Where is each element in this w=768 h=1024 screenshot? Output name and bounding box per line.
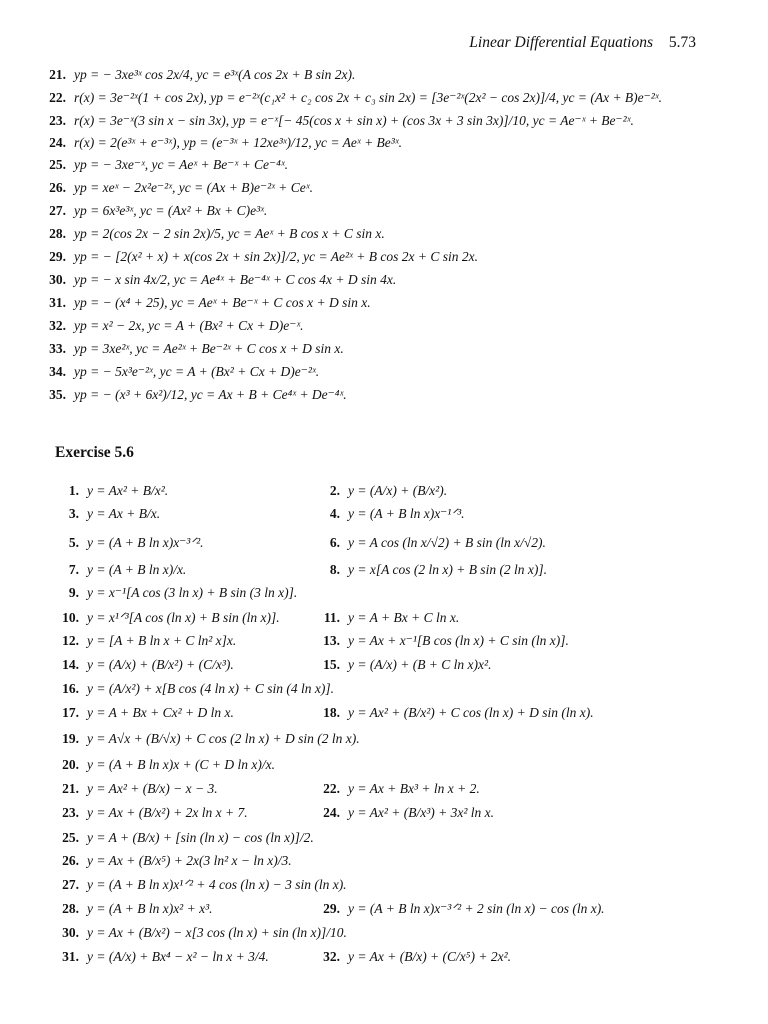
answer-text: yp = x² − 2x, yc = A + (Bx² + Cx + D)e⁻ˣ. bbox=[74, 318, 304, 333]
answer-item bbox=[53, 584, 297, 602]
answer-number: 32. bbox=[323, 949, 340, 964]
answer-item bbox=[53, 756, 275, 774]
answer-text: y = Ax + B/x. bbox=[87, 506, 161, 521]
answer-number: 24. bbox=[49, 135, 66, 150]
answer-number: 33. bbox=[49, 341, 66, 356]
answer-text: y = Ax + (B/x²) + 2x ln x + 7. bbox=[87, 805, 248, 820]
answer-text: y = [A + B ln x + C ln² x]x. bbox=[87, 633, 237, 648]
answer-number: 27. bbox=[49, 203, 66, 218]
answer-number: 28. bbox=[62, 901, 79, 916]
answer-number: 26. bbox=[62, 853, 79, 868]
answer-text: yp = − 3xe⁻ˣ, yc = Aeˣ + Be⁻ˣ + Ce⁻⁴ˣ. bbox=[74, 157, 289, 172]
answer-number: 26. bbox=[49, 180, 66, 195]
answer-item bbox=[40, 202, 267, 220]
answer-number: 29. bbox=[49, 249, 66, 264]
answer-text: y = A√x + (B/√x) + C cos (2 ln x) + D sin (2 ln x). bbox=[87, 731, 360, 746]
answer-item bbox=[40, 248, 478, 266]
answer-text: y = A + (B/x) + [sin (ln x) − cos (ln x)]/2. bbox=[87, 830, 314, 845]
answer-number: 7. bbox=[68, 562, 79, 577]
answer-number: 31. bbox=[62, 949, 79, 964]
answer-number: 24. bbox=[323, 805, 340, 820]
answer-text: y = Ax² + (B/x³) + 3x² ln x. bbox=[348, 805, 495, 820]
answer-text: y = (A + B ln x)x + (C + D ln x)/x. bbox=[87, 757, 276, 772]
answer-item bbox=[40, 317, 304, 335]
answer-item bbox=[314, 804, 494, 822]
answer-text: y = (A + B ln x)x⁻¹ᐟ³. bbox=[348, 506, 465, 521]
answer-number: 30. bbox=[62, 925, 79, 940]
answer-item bbox=[314, 656, 491, 674]
answer-text: yp = 2(cos 2x − 2 sin 2x)/5, yc = Aeˣ + B cos x + C sin x. bbox=[74, 226, 385, 241]
answer-number: 23. bbox=[49, 113, 66, 128]
answer-text: yp = − (x⁴ + 25), yc = Aeˣ + Be⁻ˣ + C cos x + D sin x. bbox=[74, 295, 371, 310]
answer-text: y = Ax + (B/x⁵) + 2x(3 ln² x − ln x)/3. bbox=[87, 853, 292, 868]
answer-item bbox=[53, 505, 160, 523]
answer-text: y = A + Bx + Cx² + D ln x. bbox=[87, 705, 234, 720]
answer-item bbox=[53, 656, 234, 674]
answer-item bbox=[314, 632, 569, 650]
answer-item bbox=[53, 534, 204, 552]
answer-item bbox=[53, 948, 269, 966]
answer-item bbox=[53, 924, 347, 942]
answer-number: 32. bbox=[49, 318, 66, 333]
answer-number: 27. bbox=[62, 877, 79, 892]
page-number: 5.73 bbox=[668, 34, 696, 51]
answer-text: y = Ax + Bx³ + ln x + 2. bbox=[348, 781, 480, 796]
answer-text: yp = 6x³e³ˣ, yc = (Ax² + Bx + C)e³ˣ. bbox=[74, 203, 268, 218]
answer-item bbox=[53, 609, 280, 627]
answer-number: 20. bbox=[62, 757, 79, 772]
answer-item bbox=[314, 704, 594, 722]
section-title: Exercise 5.6 bbox=[55, 444, 134, 461]
answer-item bbox=[53, 900, 213, 918]
answer-item bbox=[40, 340, 344, 358]
answer-item bbox=[40, 363, 319, 381]
answer-item bbox=[40, 179, 313, 197]
answer-item bbox=[53, 561, 186, 579]
running-header bbox=[469, 34, 696, 52]
answer-item bbox=[40, 112, 634, 130]
answer-text: r(x) = 3e⁻ˣ(3 sin x − sin 3x), yp = e⁻ˣ[− 45(cos x + sin x) + (cos 3x + 3 sin 3x)]/10, yc = Ae⁻ˣ + Be⁻²ˣ. bbox=[74, 113, 634, 128]
answer-number: 16. bbox=[62, 681, 79, 696]
answer-text: y = (A/x²) + x[B cos (4 ln x) + C sin (4 ln x)]. bbox=[87, 681, 334, 696]
chapter-title: Linear Differential Equations bbox=[469, 34, 653, 51]
answer-text: y = Ax + (B/x²) − x[3 cos (ln x) + sin (ln x)]/10. bbox=[87, 925, 347, 940]
answer-number: 5. bbox=[68, 535, 79, 550]
answer-text: yp = − [2(x² + x) + x(cos 2x + sin 2x)]/2, yc = Ae²ˣ + B cos 2x + C sin 2x. bbox=[74, 249, 478, 264]
answer-number: 14. bbox=[62, 657, 79, 672]
answer-item bbox=[40, 271, 396, 289]
answer-item bbox=[53, 852, 292, 870]
answer-item bbox=[53, 680, 334, 698]
answer-item bbox=[53, 804, 248, 822]
answer-text: y = x¹ᐟ³[A cos (ln x) + B sin (ln x)]. bbox=[87, 610, 280, 625]
answer-text: y = (A/x) + (B/x²). bbox=[348, 483, 448, 498]
answer-number: 21. bbox=[62, 781, 79, 796]
answer-item bbox=[314, 534, 546, 552]
answer-item bbox=[40, 66, 355, 84]
answer-number: 28. bbox=[49, 226, 66, 241]
answer-text: y = (A + B ln x)x⁻³ᐟ². bbox=[87, 535, 204, 550]
answer-number: 22. bbox=[323, 781, 340, 796]
answer-item bbox=[53, 876, 347, 894]
answer-item bbox=[53, 632, 236, 650]
answer-item bbox=[314, 561, 547, 579]
answer-item bbox=[314, 609, 459, 627]
answer-number: 31. bbox=[49, 295, 66, 310]
answer-number: 9. bbox=[68, 585, 79, 600]
answer-text: r(x) = 3e⁻²ˣ(1 + cos 2x), yp = e⁻²ˣ(c₁x² + c₂ cos 2x + c₃ sin 2x) = [3e⁻²ˣ(2x² − cos 2x)]/4, yc = (Ax + B)e⁻²ˣ. bbox=[74, 90, 663, 105]
answer-number: 18. bbox=[323, 705, 340, 720]
answer-number: 35. bbox=[49, 387, 66, 402]
answer-item bbox=[314, 505, 465, 523]
answer-text: y = (A + B ln x)x⁻³ᐟ² + 2 sin (ln x) − cos (ln x). bbox=[348, 901, 605, 916]
answer-item bbox=[53, 730, 360, 748]
answer-item bbox=[314, 780, 480, 798]
answer-item bbox=[53, 704, 234, 722]
answer-number: 8. bbox=[329, 562, 340, 577]
answer-number: 13. bbox=[323, 633, 340, 648]
answer-text: yp = − (x³ + 6x²)/12, yc = Ax + B + Ce⁴ˣ + De⁻⁴ˣ. bbox=[74, 387, 347, 402]
answer-number: 30. bbox=[49, 272, 66, 287]
answer-number: 1. bbox=[68, 483, 79, 498]
answer-text: y = Ax + (B/x) + (C/x⁵) + 2x². bbox=[348, 949, 512, 964]
answer-item bbox=[40, 156, 288, 174]
answer-item bbox=[314, 948, 511, 966]
answer-number: 3. bbox=[68, 506, 79, 521]
answer-text: y = A + Bx + C ln x. bbox=[348, 610, 460, 625]
answer-item bbox=[53, 829, 314, 847]
answer-number: 29. bbox=[323, 901, 340, 916]
answer-number: 17. bbox=[62, 705, 79, 720]
answer-number: 23. bbox=[62, 805, 79, 820]
answer-item bbox=[40, 89, 662, 107]
answer-text: yp = − 5x³e⁻²ˣ, yc = A + (Bx² + Cx + D)e⁻²ˣ. bbox=[74, 364, 320, 379]
answer-text: y = Ax² + (B/x²) + C cos (ln x) + D sin (ln x). bbox=[348, 705, 594, 720]
answer-number: 21. bbox=[49, 67, 66, 82]
answer-number: 6. bbox=[329, 535, 340, 550]
answer-number: 10. bbox=[62, 610, 79, 625]
answer-number: 4. bbox=[329, 506, 340, 521]
answer-item bbox=[40, 386, 347, 404]
answer-number: 34. bbox=[49, 364, 66, 379]
answer-text: y = x⁻¹[A cos (3 ln x) + B sin (3 ln x)]. bbox=[87, 585, 298, 600]
answer-item bbox=[53, 780, 218, 798]
answer-text: y = Ax² + B/x². bbox=[87, 483, 169, 498]
answer-text: y = (A + B ln x)/x. bbox=[87, 562, 187, 577]
answer-item bbox=[40, 225, 385, 243]
answer-item bbox=[314, 900, 605, 918]
answer-number: 2. bbox=[329, 483, 340, 498]
answer-item bbox=[53, 482, 168, 500]
answer-text: yp = xeˣ − 2x²e⁻²ˣ, yc = (Ax + B)e⁻²ˣ + Ceˣ. bbox=[74, 180, 313, 195]
answer-text: yp = − x sin 4x/2, yc = Ae⁴ˣ + Be⁻⁴ˣ + C cos 4x + D sin 4x. bbox=[74, 272, 397, 287]
answer-text: yp = − 3xe³ˣ cos 2x/4, yc = e³ˣ(A cos 2x + B sin 2x). bbox=[74, 67, 356, 82]
answer-text: yp = 3xe²ˣ, yc = Ae²ˣ + Be⁻²ˣ + C cos x + D sin x. bbox=[74, 341, 344, 356]
answer-number: 11. bbox=[323, 610, 340, 625]
answer-text: y = (A/x) + Bx⁴ − x² − ln x + 3/4. bbox=[87, 949, 269, 964]
answer-text: y = x[A cos (2 ln x) + B sin (2 ln x)]. bbox=[348, 562, 548, 577]
answer-item bbox=[40, 294, 371, 312]
answer-number: 25. bbox=[49, 157, 66, 172]
answer-number: 15. bbox=[323, 657, 340, 672]
answer-number: 25. bbox=[62, 830, 79, 845]
answer-item bbox=[314, 482, 447, 500]
answer-text: y = (A + B ln x)x¹ᐟ² + 4 cos (ln x) − 3 sin (ln x). bbox=[87, 877, 347, 892]
answer-text: y = Ax + x⁻¹[B cos (ln x) + C sin (ln x)]. bbox=[348, 633, 569, 648]
answer-text: r(x) = 2(e³ˣ + e⁻³ˣ), yp = (e⁻³ˣ + 12xe³ˣ)/12, yc = Aeˣ + Be³ˣ. bbox=[74, 135, 403, 150]
answer-text: y = (A + B ln x)x² + x³. bbox=[87, 901, 213, 916]
answer-text: y = Ax² + (B/x) − x − 3. bbox=[87, 781, 218, 796]
answer-number: 19. bbox=[62, 731, 79, 746]
answer-number: 22. bbox=[49, 90, 66, 105]
answer-text: y = (A/x) + (B/x²) + (C/x³). bbox=[87, 657, 234, 672]
answer-text: y = A cos (ln x/√2) + B sin (ln x/√2). bbox=[348, 535, 546, 550]
answer-text: y = (A/x) + (B + C ln x)x². bbox=[348, 657, 492, 672]
answer-item bbox=[40, 134, 402, 152]
answer-number: 12. bbox=[62, 633, 79, 648]
